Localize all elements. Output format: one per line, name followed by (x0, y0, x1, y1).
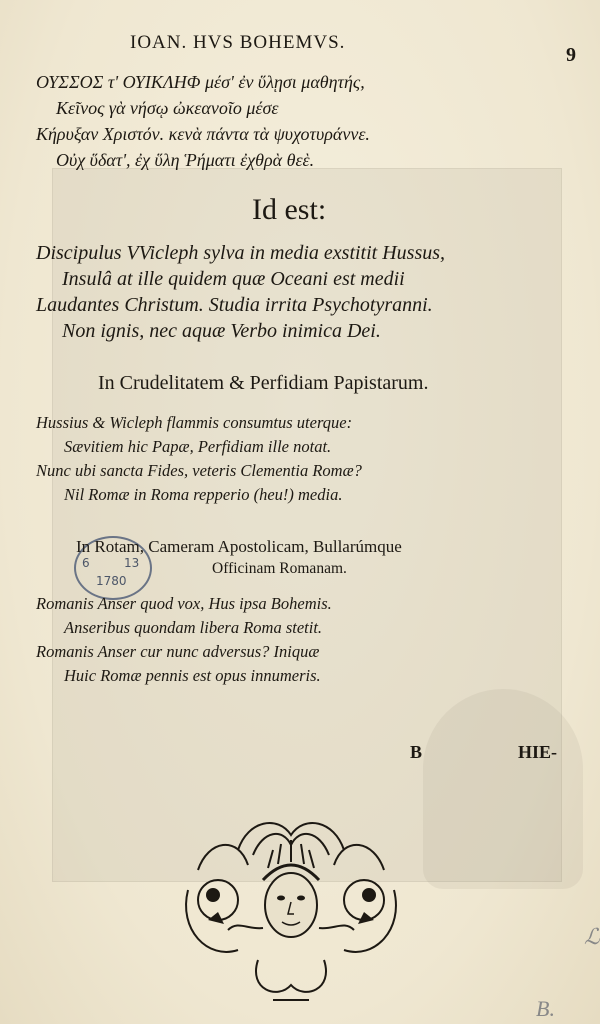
greek-verse-line-4: Οὐχ ὕδατ', ἐχ ὕλη Ῥήματι ἐχθρὰ θεὲ. (56, 150, 315, 170)
headpiece-mask-icon (178, 810, 404, 1006)
latin-verse-line-1: Discipulus VVicleph sylva in media exstitit Hussus, (36, 242, 446, 264)
stamp-year: 1780 (96, 574, 127, 588)
section2-line-1: Romanis Anser quod vox, Hus ipsa Bohemis. (36, 594, 332, 613)
section2-line-3: Romanis Anser cur nunc adversus? Iniquæ (36, 642, 320, 661)
stamp-left-number: 6 (82, 556, 90, 570)
catchword: HIE- (518, 742, 558, 762)
bleed-through-figure (423, 689, 583, 889)
stamp-right-number: 13 (124, 556, 140, 570)
section2-line-4: Huic Romæ pennis est opus innumeris. (64, 666, 321, 685)
greek-verse-line-1: ΟΥΣΣΟΣ τ' ΟΥΙΚΛΗΦ μέσ' ἐν ὕλῃσι μαθητής, (36, 72, 365, 92)
latin-verse-line-4: Non ignis, nec aquæ Verbo inimica Dei. (62, 320, 381, 342)
signature-mark: B (410, 742, 423, 762)
greek-verse-line-2: Κεῖνος γὰ νήσῳ ὠκεανοῖο μέσε (56, 98, 279, 118)
translation-heading: Id est: (252, 193, 327, 226)
latin-verse-line-2: Insulâ at ille quidem quæ Oceani est medii (62, 268, 405, 290)
greek-verse-line-3: Κήρυξαν Χριστόν. κενὰ πάντα τὰ ψυχοτυράννε. (36, 124, 370, 144)
section-heading-crudelitatem: In Crudelitatem & Perfidiam Papistarum. (98, 372, 429, 394)
latin-verse-line-3: Laudantes Christum. Studia irrita Psychotyranni. (36, 294, 433, 316)
margin-mark-2: B. (536, 996, 555, 1021)
section-heading-rotam: In Rotam, Cameram Apostolicam, Bullarúmque (76, 537, 402, 556)
section1-line-3: Nunc ubi sancta Fides, veteris Clementia Romæ? (36, 461, 362, 480)
section1-line-2: Sævitiem hic Papæ, Perfidiam ille notat. (64, 437, 332, 456)
margin-mark-1: ℒ (584, 924, 600, 949)
section2-line-2: Anseribus quondam libera Roma stetit. (64, 618, 323, 637)
section1-line-1: Hussius & Wicleph flammis consumtus uterque: (36, 413, 353, 432)
section-heading-rotam-line-2: Officinam Romanam. (212, 560, 347, 577)
page-number: 9 (566, 44, 576, 66)
section1-line-4: Nil Romæ in Roma repperio (heu!) media. (64, 485, 343, 504)
running-title: IOAN. HVS BOHEMVS. (130, 32, 346, 53)
